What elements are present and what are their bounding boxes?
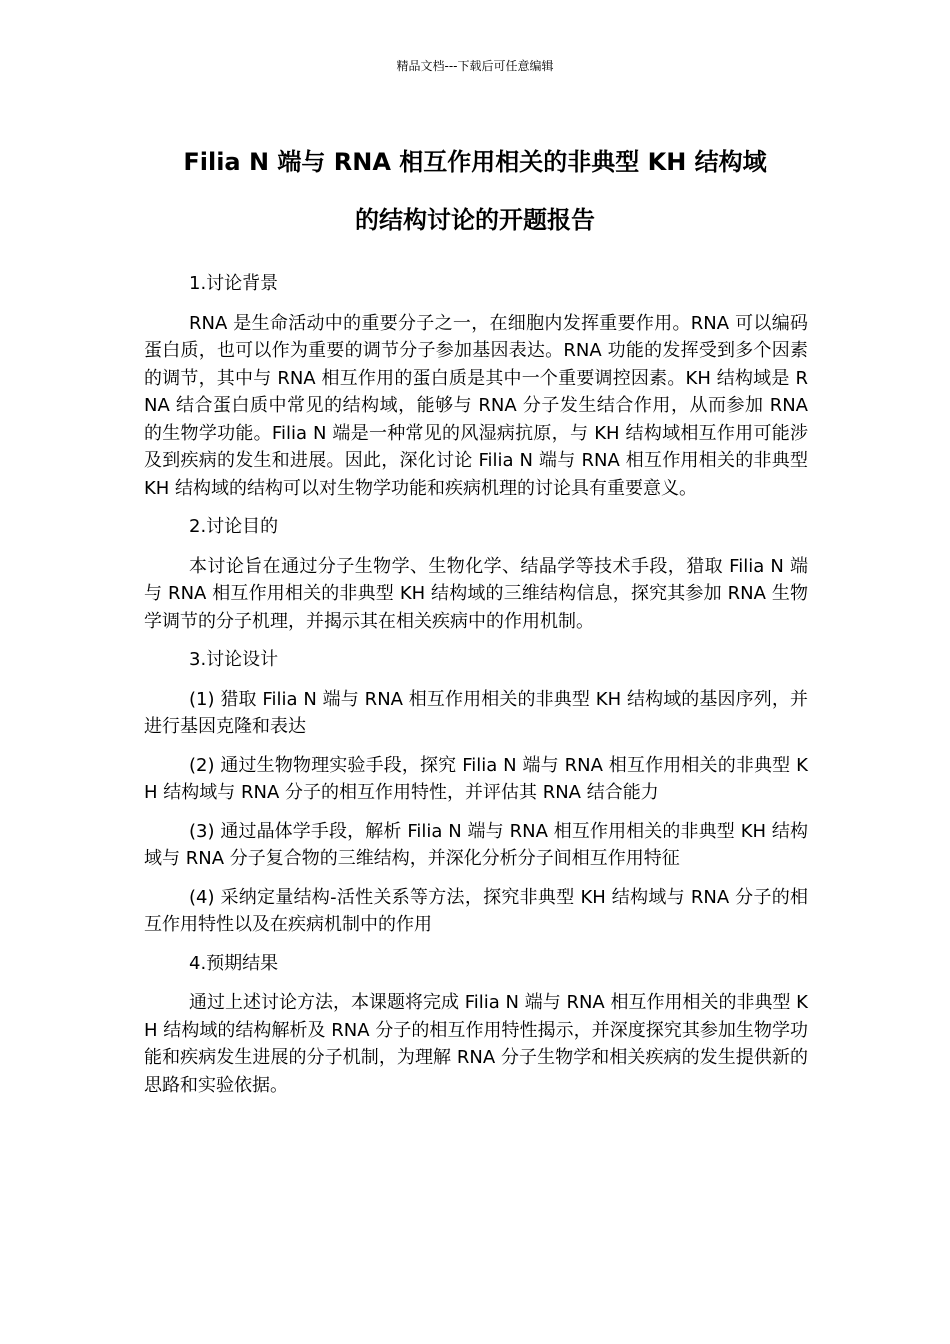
- paragraph-background: RNA 是生命活动中的重要分子之一，在细胞内发挥重要作用。RNA 可以编码蛋白质，也可以作为重要的调节分子参加基因表达。RNA 功能的发挥受到多个因素的调节，其中与 RNA 相互作用的蛋白质是其中一个重要调控因素。KH 结构域是 RNA 结合蛋白质中常见的结构域，能够与 RNA 分子发生结合作用，从而参加 RNA 的生物学功能。Filia N 端是一种常见的风湿病抗原，与 KH 结构域相互作用可能涉及到疾病的发生和进展。因此，深化讨论 Filia N 端与 RNA 相互作用相关的非典型 KH 结构域的结构可以对生物学功能和疾病机理的讨论具有重要意义。: [144, 312, 808, 499]
- design-item-3: (3) 通过晶体学手段，解析 Filia N 端与 RNA 相互作用相关的非典型 KH 结构域与 RNA 分子复合物的三维结构，并深化分析分子间相互作用特征: [144, 820, 808, 869]
- paragraph-results: 通过上述讨论方法，本课题将完成 Filia N 端与 RNA 相互作用相关的非典型 KH 结构域的结构解析及 RNA 分子的相互作用特性揭示，并深度探究其参加生物学功能和疾病发生进展的分子机制，为理解 RNA 分子生物学和相关疾病的发生提供新的思路和实验依据。: [144, 992, 808, 1096]
- paragraph-purpose: 本讨论旨在通过分子生物学、生物化学、结晶学等技术手段，猎取 Filia N 端与 RNA 相互作用相关的非典型 KH 结构域的三维结构信息，探究其参加 RNA 生物学调节的分子机理，并揭示其在相关疾病中的作用机制。: [144, 555, 808, 632]
- design-item-2: (2) 通过生物物理实验手段，探究 Filia N 端与 RNA 相互作用相关的非典型 KH 结构域与 RNA 分子的相互作用特性，并评估其 RNA 结合能力: [144, 754, 808, 803]
- section-heading-background: 1.讨论背景: [189, 273, 279, 294]
- section-heading-purpose: 2.讨论目的: [189, 516, 279, 537]
- design-item-4: (4) 采纳定量结构-活性关系等方法，探究非典型 KH 结构域与 RNA 分子的相互作用特性以及在疾病机制中的作用: [144, 886, 808, 935]
- section-heading-results: 4.预期结果: [189, 952, 279, 974]
- page-header: 精品文档---下载后可任意编辑: [396, 59, 554, 73]
- document-body: [144, 270, 808, 1110]
- title-line-2: 的结构讨论的开题报告: [355, 206, 595, 234]
- section-heading-design: 3.讨论设计: [189, 649, 279, 670]
- title-line-1: Filia N 端与 RNA 相互作用相关的非典型 KH 结构域: [183, 148, 767, 176]
- document-title: [140, 133, 810, 249]
- design-item-1: (1) 猎取 Filia N 端与 RNA 相互作用相关的非典型 KH 结构域的基因序列，并进行基因克隆和表达: [144, 688, 808, 737]
